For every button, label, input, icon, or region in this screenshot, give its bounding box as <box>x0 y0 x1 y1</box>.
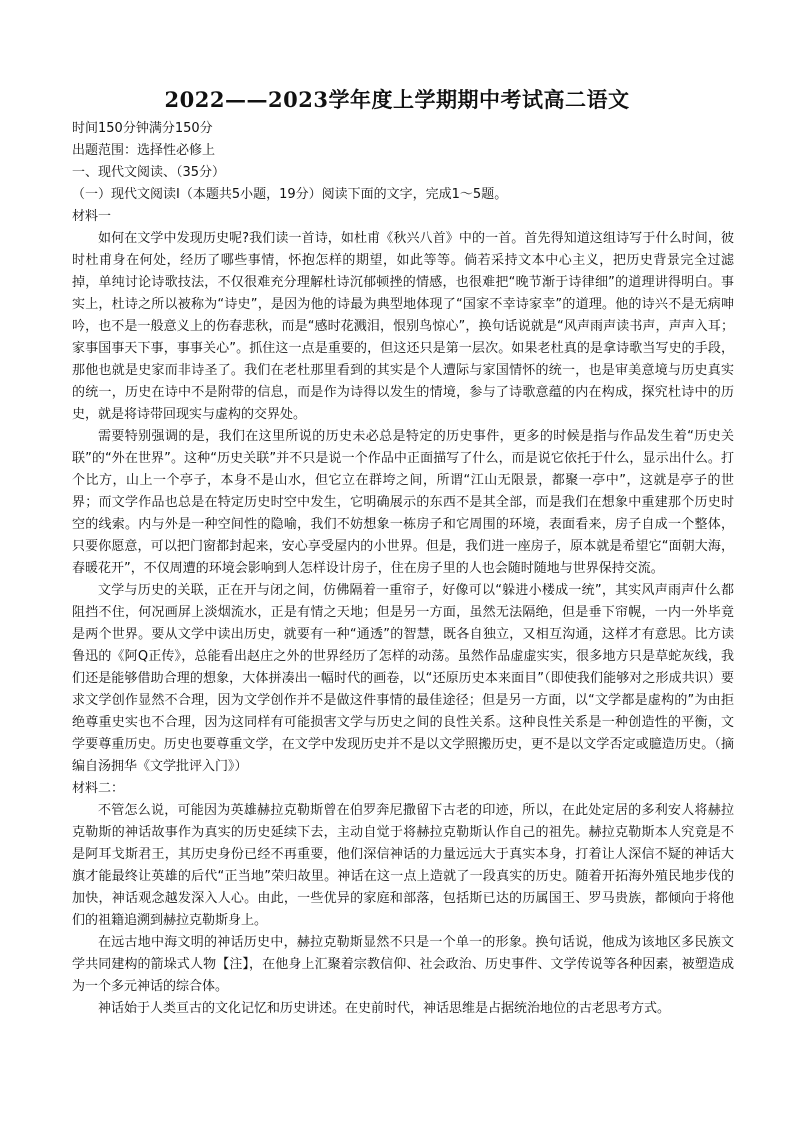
section-heading: 一、现代文阅读、（35分） <box>72 165 226 180</box>
material-two-paragraph: 神话始于人类亘古的文化记忆和历史讲述。在史前时代，神话思维是占据统治地位的古老思考方式。 <box>98 1001 671 1016</box>
material-one-paragraph: 文学与历史的关联，正在开与闭之间，仿佛隔着一重帘子，好像可以“躲进小楼成一统”，其实风声雨声什么都阻挡不住，何况画屏上淡烟流水，正是有情之天地；但是另一方面，虽然无法隔绝，但是垂下帘幌，一内一外毕竟是两个世界。要从文学中读出历史，就要有一种“通透”的智慧，既各自独立，又相互沟通，这样才有意思。比方读鲁迅的《阿Q正传》，总能看出赵庄之外的世界经历了怎样的动荡。虽然作品虚虚实实，很多地方只是草蛇灰线，我们还是能够借助合理的想象，大体拼凑出一幅时代的画卷，以“还原历史本来面目”（即使我们能够对之形成共识）要求文学创作显然不合理，因为文学创作并不是做这件事情的最佳途径；但是另一方面，以“文学都是虚构的”为由拒绝尊重史实也不合理，因为这同样有可能损害文学与历史之间的良性关系。这种良性关系是一种创造性的平衡，文学要尊重历史。历史也要尊重文学，在文学中发现历史并不是以文学照搬历史，更不是以文学否定或臆造历史。（摘编自汤拥华《文学批评入门》） <box>72 583 734 774</box>
subsection-instruction: （一）现代文阅读I（本题共5小题，19分）阅读下面的文字，完成1～5题。 <box>72 187 508 202</box>
exam-title: 2022——2023学年度上学期期中考试高二语文 <box>164 87 630 112</box>
material-one-paragraph: 需要特别强调的是，我们在这里所说的历史未必总是特定的历史事件，更多的时候是指与作品发生着“历史关联”的“外在世界”。这种“历史关联”并不只是说一个作品中正面描写了什么，而是说它依托于什么，显示出什么。打个比方，山上一个亭子，本身不是山水，但它立在群垮之间，所谓“江山无限景，都聚一亭中”，这就是亭子的世界；而文学作品也总是在特定历史时空中发生，它明确展示的东西不是其全部，而是我们在想象中重建那个历史时空的线索。内与外是一种空间性的隐喻，我们不妨想象一栋房子和它周围的环境，表面看来，房子自成一个整体，只要你愿意，可以把门窗都封起来，安心享受屋内的小世界。但是，我们进一座房子，原本就是希望它“面朝大海，春暖花开”，不仅周遭的环境会影响到人怎样设计房子，住在房子里的人也会随时随地与世界保持交流。 <box>72 429 734 576</box>
exam-scope: 出题范围：选择性必修上 <box>72 143 216 158</box>
exam-time-score: 时间150分钟满分150分 <box>72 121 213 136</box>
material-two-paragraph: 在远古地中海文明的神话历史中，赫拉克勒斯显然不只是一个单一的形象。换句话说，他成为该地区多民族文学共同建构的箭垛式人物【注】，在他身上汇聚着宗教信仰、社会政治、历史事件、文学传说等各种因素，被塑造成为一个多元神话的综合体。 <box>72 935 734 994</box>
material-two-paragraph: 不管怎么说，可能因为英雄赫拉克勒斯曾在伯罗奔尼撒留下古老的印迹，所以，在此处定居的多利安人将赫拉克勒斯的神话故事作为真实的历史延续下去，主动自觉于将赫拉克勒斯认作自己的祖先。赫拉克勒斯本人究竟是不是阿耳戈斯君王，其历史身份已经不再重要，他们深信神话的力量远远大于真实本身，打着让人深信不疑的神话大旗才能最终让英雄的后代“正当地”荣归故里。神话在这一点上造就了一段真实的历史。随着开拓海外殖民地步伐的加快，神话观念越发深入人心。由此，一些优异的家庭和部落，包括斯已达的历属国王、罗马贵族，都倾向于将他们的祖籍追溯到赫拉克勒斯身上。 <box>72 803 734 928</box>
exam-body <box>72 118 734 1020</box>
material-one-label: 材料一 <box>72 209 112 224</box>
material-one-paragraph: 如何在文学中发现历史呢?我们读一首诗，如杜甫《秋兴八首》中的一首。首先得知道这组诗写于什么时间，彼时杜甫身在何处，经历了哪些事情，怀抱怎样的期望，如此等等。倘若采持文本中心主义，把历史背景完全过滤掉，单纯讨论诗歌技法，不仅很难充分理解杜诗沉郁顿挫的情感，也很难把“晚节渐于诗律细”的道理讲得明白。事实上，杜诗之所以被称为“诗史”，是因为他的诗最为典型地体现了“国家不幸诗家幸”的道理。他的诗兴不是无病呻吟，也不是一般意义上的伤春悲秋，而是“感时花溅泪，恨别鸟惊心”，换句话说就是“风声雨声读书声，声声入耳；家事国事天下事，事事关心”。抓住这一点是重要的，但这还只是第一层次。如果老杜真的是拿诗歌当写史的手段，那他也就是史家而非诗圣了。我们在老杜那里看到的其实是个人遭际与家国情怀的统一，也是审美意境与历史真实的统一，历史在诗中不是附带的信息，而是作为诗得以发生的情境，参与了诗歌意蕴的内在构成，探究杜诗中的历史，就是将诗带回现实与虚构的交界处。 <box>72 231 734 422</box>
material-two-label: 材料二： <box>72 781 125 796</box>
